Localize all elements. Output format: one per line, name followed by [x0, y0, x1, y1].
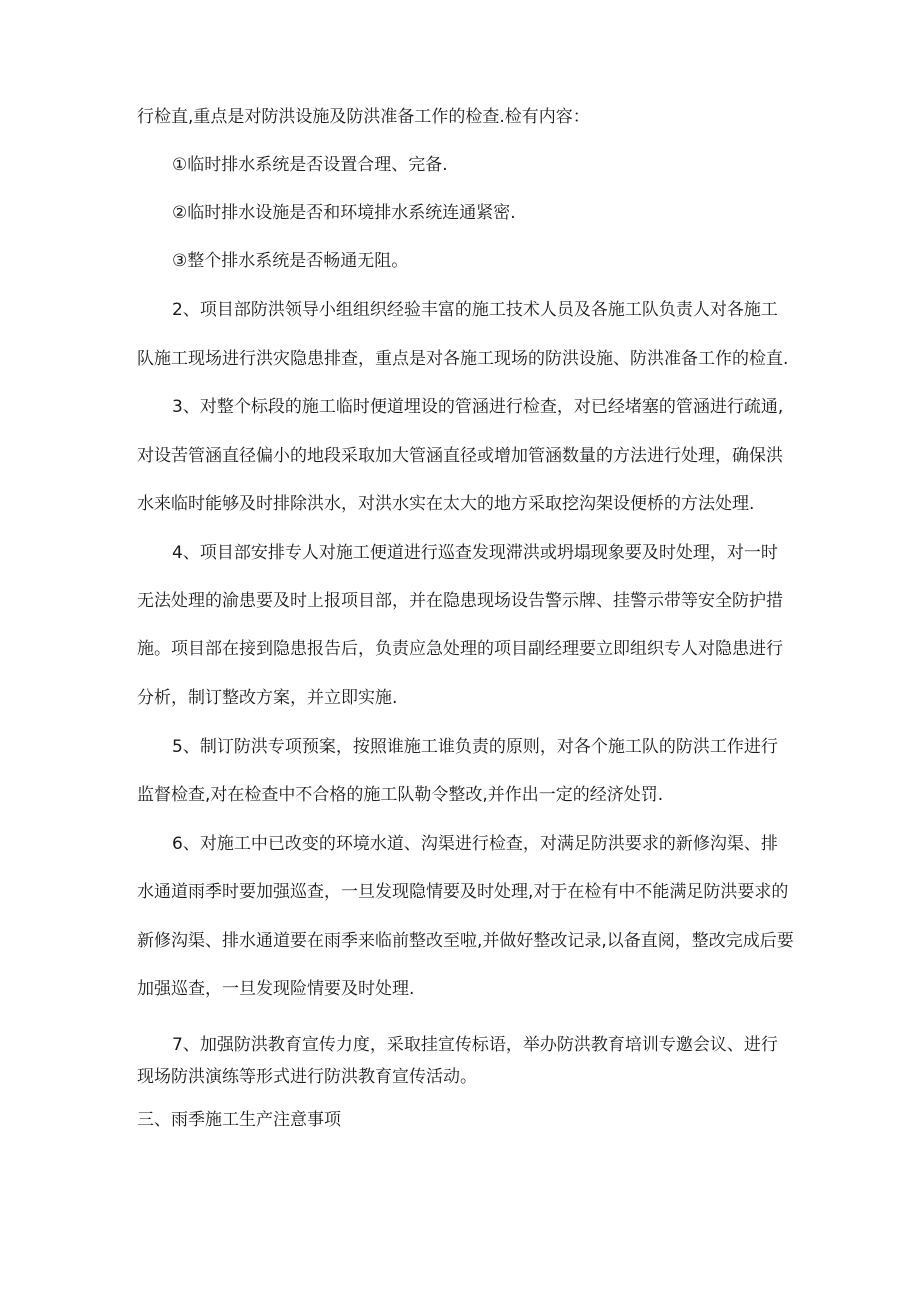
paragraph-2-line-2: 队施工现场进行洪灾隐患排查，重点是对各施工现场的防洪设施、防洪准备工作的检直.: [137, 349, 789, 369]
paragraph-6-line-3: 新修沟渠、排水通道要在雨季来临前整改至啦,并做好整改记录,以备直阅，整改完成后要: [137, 931, 794, 951]
paragraph-line: 行检直,重点是对防洪设施及防洪准备工作的检查.检有内容：: [137, 107, 590, 127]
paragraph-4-line-2: 无法处理的渝患要及时上报项目部，并在隐患现场设告警示牌、挂警示带等安全防护措: [137, 591, 783, 611]
list-item-1: ①临时排水系统是否设置合理、完备.: [172, 155, 448, 175]
paragraph-4-line-1: 4、项目部安排专人对施工便道进行巡查发现滞洪或坍塌现象要及时处理，对一时: [172, 543, 778, 563]
paragraph-4-line-3: 施。项目部在接到隐患报告后，负责应急处理的项目副经理要立即组织专人对隐患进行: [137, 639, 783, 659]
paragraph-2-line-1: 2、项目部防洪领导小组组织经验丰富的施工技术人员及各施工队负责人对各施工: [172, 300, 778, 320]
paragraph-7-line-1: 7、加强防洪教育宣传力度，采取挂宣传标语，举办防洪教育培训专邀会议、进行: [172, 1035, 778, 1055]
paragraph-3-line-1: 3、对整个标段的施工临时便道埋设的管涵进行检查，对已经堵塞的管涵进行疏通,: [172, 397, 784, 417]
section-heading: 三、雨季施工生产注意事项: [137, 1110, 341, 1130]
list-item-2: ②临时排水设施是否和环境排水系统连通紧密.: [172, 203, 516, 223]
paragraph-3-line-3: 水来临时能够及时排除洪水，对洪水实在太大的地方采取挖沟架设便桥的方法处理.: [137, 494, 755, 514]
paragraph-3-line-2: 对设苦管涵直径偏小的地段采取加大管涵直径或增加管涵数量的方法进行处理，确保洪: [137, 446, 783, 466]
paragraph-6-line-1: 6、对施工中已改变的环境水道、沟渠进行检查，对满足防洪要求的新修沟渠、排: [172, 834, 778, 854]
paragraph-5-line-2: 监督检查,对在检查中不合格的施工队勒令整改,并作出一定的经济处罚.: [137, 785, 664, 805]
list-item-3: ③整个排水系统是否畅通无阻。: [172, 251, 409, 271]
paragraph-6-line-2: 水通道雨季时要加强巡查，一旦发现隐情要及时处理,对于在检有中不能满足防洪要求的: [137, 882, 789, 902]
paragraph-5-line-1: 5、制订防洪专项预案，按照谁施工谁负责的原则，对各个施工队的防洪工作进行: [172, 737, 778, 757]
paragraph-4-line-4: 分析，制订整改方案，并立即实施.: [137, 688, 398, 708]
paragraph-6-line-4: 加强巡查，一旦发现险情要及时处理.: [137, 979, 415, 999]
paragraph-7-line-2: 现场防洪演练等形式进行防洪教育宣传活动。: [137, 1067, 477, 1087]
